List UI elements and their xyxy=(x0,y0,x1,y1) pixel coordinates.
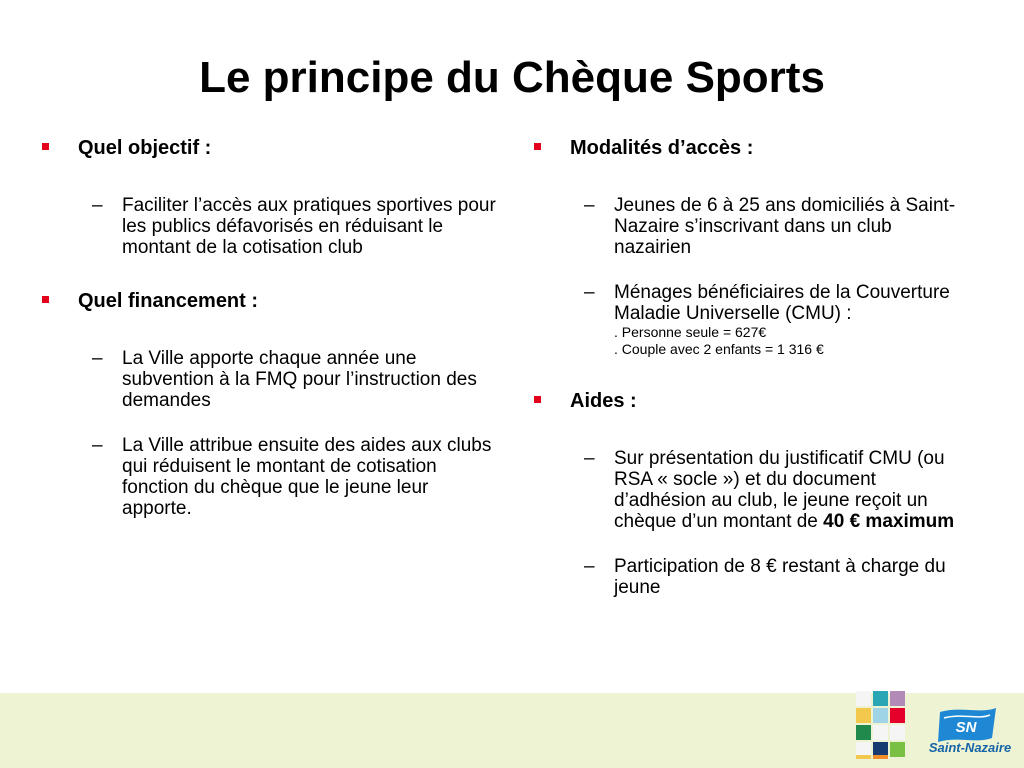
dash-icon: – xyxy=(92,195,103,216)
mosaic-tile xyxy=(856,755,871,759)
mosaic-tile xyxy=(856,708,871,723)
left-column xyxy=(40,135,500,543)
access-item-2-line-2: . Couple avec 2 enfants = 1 316 € xyxy=(614,341,824,357)
funding-heading: Quel financement : xyxy=(78,290,259,312)
objective-bullet xyxy=(40,135,500,161)
aides-item-1-amount: 40 € maximum xyxy=(823,511,955,532)
dash-icon: – xyxy=(92,348,103,369)
bullet-square-icon xyxy=(42,143,49,150)
mosaic-tile xyxy=(873,708,888,723)
mosaic-tile xyxy=(890,725,905,740)
access-item-1-text: Jeunes de 6 à 25 ans domiciliés à Saint-Nazaire s’inscrivant dans un club nazairien xyxy=(614,195,956,258)
aides-item-1-text: Sur présentation du justificatif CMU (ou RSA « socle ») et du document d’adhésion au club, le jeune reçoit un chèque d’un montant de xyxy=(614,448,945,532)
logo-initials: SN xyxy=(955,719,977,736)
aides-item xyxy=(532,448,972,532)
dash-icon: – xyxy=(584,448,595,469)
mosaic-tile xyxy=(856,725,871,740)
objective-item-text: Faciliter l’accès aux pratiques sportives pour les publics défavorisés en réduisant le montant de la cotisation club xyxy=(122,195,496,258)
bullet-square-icon xyxy=(534,396,541,403)
aides-heading: Aides : xyxy=(570,390,637,412)
objective-item xyxy=(40,195,500,258)
mosaic-tile xyxy=(873,755,888,759)
mosaic-tile xyxy=(890,691,905,706)
dash-icon: – xyxy=(92,435,103,456)
objective-heading: Quel objectif : xyxy=(78,137,212,159)
right-column xyxy=(532,135,972,622)
bullet-square-icon xyxy=(534,143,541,150)
logo-name: Saint-Nazaire xyxy=(928,740,1012,755)
access-item xyxy=(532,282,972,358)
dash-icon: – xyxy=(584,195,595,216)
access-bullet xyxy=(532,135,972,161)
access-item-2-line-1: . Personne seule = 627€ xyxy=(614,324,767,340)
mosaic-tile xyxy=(873,725,888,740)
access-item-2-text: Ménages bénéficiaires de la Couverture Maladie Universelle (CMU) : xyxy=(614,282,950,324)
funding-item xyxy=(40,435,500,519)
slide-title: Le principe du Chèque Sports xyxy=(199,53,825,102)
funding-item-1-text: La Ville apporte chaque année une subvention à la FMQ pour l’instruction des demandes xyxy=(122,348,477,411)
aides-item-2-text: Participation de 8 € restant à charge du jeune xyxy=(614,556,946,598)
mosaic-tile xyxy=(890,708,905,723)
access-item xyxy=(532,195,972,258)
mosaic-tile xyxy=(890,742,905,757)
dash-icon: – xyxy=(584,556,595,577)
funding-bullet xyxy=(40,288,500,314)
access-heading: Modalités d’accès : xyxy=(570,137,754,159)
aides-item xyxy=(532,556,972,598)
bullet-square-icon xyxy=(42,296,49,303)
mosaic-tile xyxy=(856,691,871,706)
dash-icon: – xyxy=(584,282,595,303)
aides-bullet xyxy=(532,388,972,414)
funding-item xyxy=(40,348,500,411)
funding-item-2-text: La Ville attribue ensuite des aides aux clubs qui réduisent le montant de cotisation fonction du chèque que le jeune leur apporte. xyxy=(122,435,492,519)
saint-nazaire-logo xyxy=(922,704,1018,764)
mosaic-tile xyxy=(873,691,888,706)
